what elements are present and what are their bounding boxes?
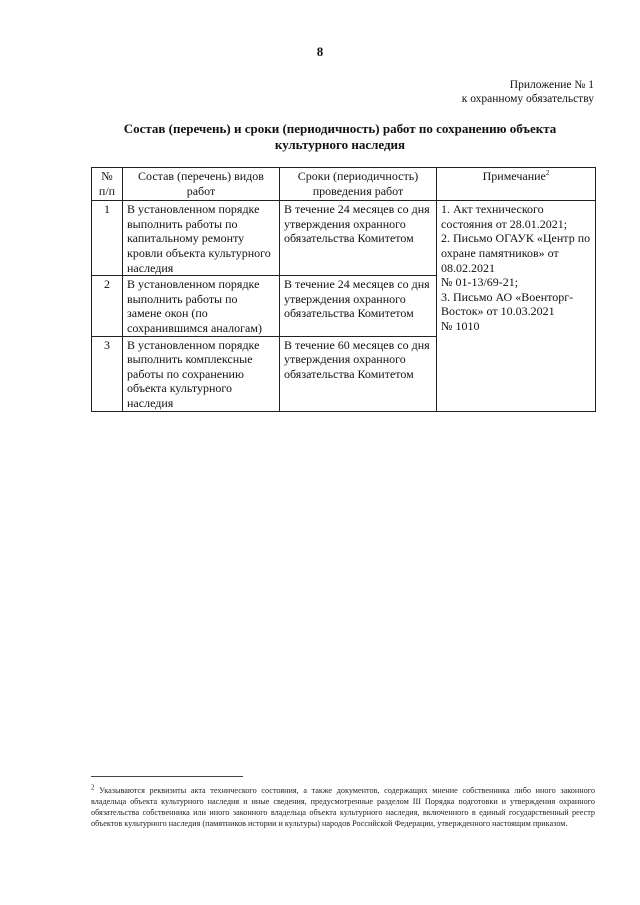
footnote-text: Указываются реквизиты акта технического состояния, а также документов, содержащих мнение собственника либо иного законного владельца объекта культурного наследия и иные сведения, предусмотренные разделом III Порядка подготовки и утверждения охранного обязательства собственника или иного законного владельца объекта культурного наследия, включенного в единый государственный реестр объектов культурного наследия (памятников истории и культуры) народов Российской Федерации, утвержденного настоящим приказом. <box>91 786 595 828</box>
note-line: № 1010 <box>441 318 480 333</box>
row-3-works: В установленном порядке выполнить комплексные работы по сохранению объекта культурного наследия <box>123 336 280 411</box>
document-title: Состав (перечень) и сроки (периодичность) работ по сохранению объекта культурного наследия <box>123 121 557 152</box>
row-3-num: 3 <box>92 336 123 411</box>
works-table <box>91 167 596 412</box>
row-1-num: 1 <box>92 201 123 276</box>
appendix-label <box>462 78 594 106</box>
header-num: № п/п <box>92 168 123 201</box>
header-works: Состав (перечень) видов работ <box>123 168 280 201</box>
row-1-works: В установленном порядке выполнить работы по капитальному ремонту кровли объекта культурного наследия <box>123 201 280 276</box>
row-2-num: 2 <box>92 276 123 336</box>
note-line: 1. Акт технического состояния от 28.01.2021; <box>441 202 568 231</box>
note-line: 3. Письмо АО «Военторг-Восток» от 10.03.2021 <box>441 289 574 319</box>
header-note <box>437 168 596 201</box>
table-row <box>92 201 596 276</box>
note-line: 2. Письмо ОГАУК «Центр по охране памятников» от 08.02.2021 <box>441 231 591 275</box>
page-number: 8 <box>316 44 324 59</box>
appendix-line-2: к охранному обязательству <box>461 93 594 105</box>
footnote-marker: 2 <box>91 783 95 792</box>
row-2-works: В установленном порядке выполнить работы по замене окон (по сохранившимся аналогам) <box>123 276 280 336</box>
note-line: № 01-13/69-21; <box>441 275 519 290</box>
row-2-terms: В течение 24 месяцев со дня утверждения охранного обязательства Комитетом <box>280 276 437 336</box>
row-3-terms: В течение 60 месяцев со дня утверждения охранного обязательства Комитетом <box>280 336 437 411</box>
appendix-line-1: Приложение № 1 <box>509 79 594 91</box>
row-1-terms: В течение 24 месяцев со дня утверждения охранного обязательства Комитетом <box>280 201 437 276</box>
footnote-ref: 2 <box>545 169 550 177</box>
footnote-divider <box>91 776 243 777</box>
footnote <box>91 785 595 829</box>
note-cell <box>437 201 596 411</box>
header-terms: Сроки (периодичность) проведения работ <box>280 168 437 201</box>
table-header-row <box>92 168 596 201</box>
header-note-label: Примечание <box>482 169 546 183</box>
